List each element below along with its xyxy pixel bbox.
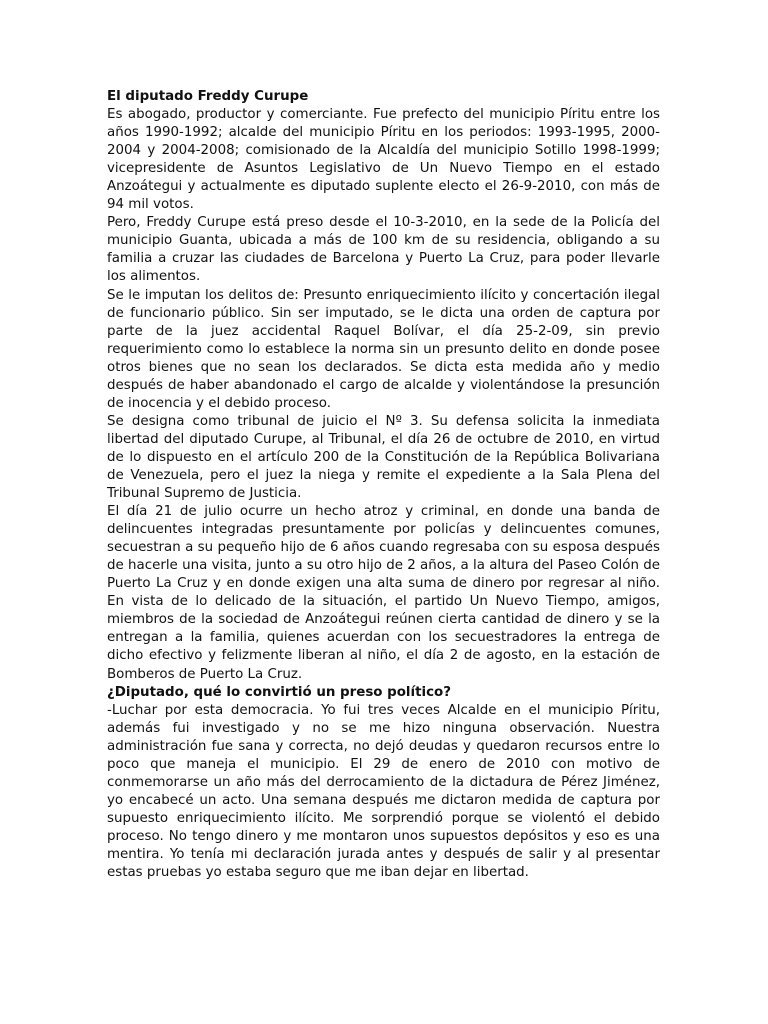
document-title: El diputado Freddy Curupe [107,89,309,104]
paragraph-charges: Se le imputan los delitos de: Presunto enriquecimiento ilícito y concertación ilegal de funcionario público. Sin ser imputado, se le dicta una orden de captura por parte de la juez accidental Raquel Bolívar, el día 25-2-09, sin previo requerimiento como lo establece la norma sin un presunto delito en donde posee otros bienes que no sean los declarados. Se dicta esta medida año y medio después de haber abandonado el cargo de alcalde y violentándose la presunción de inocencia y el debido proceso. [107,287,660,411]
paragraph-biography: Es abogado, productor y comerciante. Fue prefecto del municipio Píritu entre los años 1990-1992; alcalde del municipio Píritu en los periodos: 1993-1995, 2000-2004 y 2004-2008; comisionado de la Alcaldía del municipio Sotillo 1998-1999; vicepresidente de Asuntos Legislativo de Un Nuevo Tiempo en el estado Anzoátegui y actualmente es diputado suplente electo el 26-9-2010, con más de 94 mil votos. [107,107,660,213]
paragraph-tribunal: Se designa como tribunal de juicio el Nº 3. Su defensa solicita la inmediata libertad del diputado Curupe, al Tribunal, el día 26 de octubre de 2010, en virtud de lo dispuesto en el artículo 200 de la Constitución de la República Bolivariana de Venezuela, pero el juez la niega y remite el expediente a la Sala Plena del Tribunal Supremo de Justicia. [107,413,660,502]
paragraph-kidnapping: El día 21 de julio ocurre un hecho atroz y criminal, en donde una banda de delincuentes integradas presuntamente por policías y delincuentes comunes, secuestran a su pequeño hijo de 6 años cuando regresaba con su esposa después de hacerle una visita, junto a su otro hijo de 2 años, a la altura del Paseo Colón de Puerto La Cruz y en donde exigen una alta suma de dinero por regresar al niño. En vista de lo delicado de la situación, el partido Un Nuevo Tiempo, amigos, miembros de la sociedad de Anzoátegui reúnen cierta cantidad de dinero y se la entregan a la familia, quienes acuerdan con los secuestradores la entrega de dicho efectivo y felizmente liberan al niño, el día 2 de agosto, en la estación de Bomberos de Puerto La Cruz. [107,504,660,682]
paragraph-detention: Pero, Freddy Curupe está preso desde el 10-3-2010, en la sede de la Policía del municipio Guanta, ubicada a más de 100 km de su residencia, obligando a su familia a cruzar las ciudades de Barcelona y Puerto La Cruz, para poder llevarle los alimentos. [107,215,660,285]
interview-answer: -Luchar por esta democracia. Yo fui tres veces Alcalde en el municipio Píritu, además fui investigado y no se me hizo ninguna observación. Nuestra administración fue sana y correcta, no dejó deudas y quedaron recursos entre lo poco que maneja el municipio. El 29 de enero de 2010 con motivo de conmemorarse un año más del derrocamiento de la dictadura de Pérez Jiménez, yo encabecé un acto. Una semana después me dictaron medida de captura por supuesto enriquecimiento ilícito. Me sorprendió porque se violentó el debido proceso. No tengo dinero y me montaron unos supuestos depósitos y eso es una mentira. Yo tenía mi declaración jurada antes y después de salir y al presentar estas pruebas yo estaba seguro que me iban dejar en libertad. [107,702,660,881]
interview-question: ¿Diputado, qué lo convirtió un preso político? [107,684,452,700]
document-body [107,88,660,882]
